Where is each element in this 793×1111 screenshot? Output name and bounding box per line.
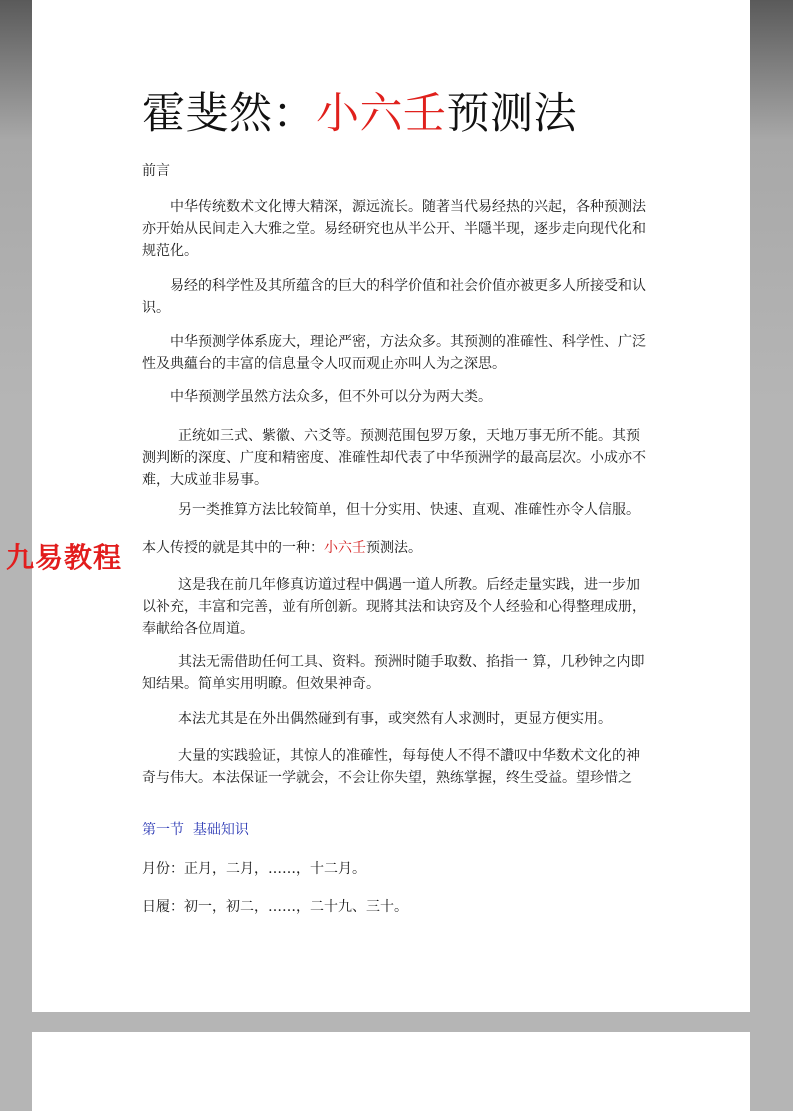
- paragraph-days: 日履：初一，初二，……，二十九、三十。: [142, 899, 408, 915]
- preface-heading: 前言: [142, 163, 170, 179]
- paragraph-10: 本法尤其是在外出偶然碰到有事，或突然有人求测时，更显方便实用。: [178, 711, 612, 727]
- paragraph-2: 易经的科学性及其所蕴含的巨大的科学价值和社会价值亦被更多人所接受和认识。: [142, 278, 646, 316]
- section-heading: 第一节 基础知识: [142, 822, 249, 838]
- paragraph-6: 另一类推算方法比较简单，但十分实用、快速、直观、准確性亦令人信服。: [178, 502, 640, 518]
- paragraph-9: 其法无需借助任何工具、资料。预洲时随手取数、掐指一 算，几秒钟之内即知结果。简单实用明瞭。但效果神奇。: [142, 654, 645, 692]
- paragraph-1: 中华传统数术文化博大精深，源远流长。随著当代易经热的兴起，各种预测法亦开始从民间走入大雅之堂。易经研究也从半公开、半隱半现，逐步走向现代化和规范化。: [142, 199, 646, 259]
- document-page-2: [32, 1032, 750, 1111]
- document-page-1: [32, 0, 750, 1012]
- paragraph-months: 月份：正月，二月，……，十二月。: [142, 861, 366, 877]
- document-title: [142, 84, 577, 144]
- paragraph-7-highlight: 小六壬: [324, 540, 366, 556]
- title-prefix: 霍斐然：: [142, 89, 316, 139]
- paragraph-4: 中华预测学虽然方法众多，但不外可以分为两大类。: [170, 389, 492, 405]
- paragraph-5: 正统如三式、紫徽、六爻等。预测范围包罗万象，天地万事无所不能。其预测判断的深度、广度和精密度、准確性却代表了中华预洲学的最高层次。小成亦不难，大成並非易事。: [142, 428, 646, 488]
- paragraph-8: 这是我在前几年修真访道过程中偶遇一道人所教。后经走量实践，进一步加以补充，丰富和完善，並有所创新。现將其法和诀窍及个人经验和心得整理成册，奉献给各位周道。: [142, 577, 646, 637]
- title-highlight: 小六壬: [316, 89, 447, 139]
- watermark-logo: 九易教程: [6, 541, 123, 574]
- paragraph-7: [142, 537, 648, 559]
- paragraph-7-end: 预测法。: [366, 540, 422, 556]
- title-suffix: 预测法: [446, 89, 577, 139]
- paragraph-7-text: 本人传授的就是其中的一种：: [142, 540, 324, 556]
- paragraph-3: 中华预测学体系庞大，理论严密，方法众多。其预测的准確性、科学性、广泛性及典蘊台的丰富的信息量令人叹而观止亦叫人为之深思。: [142, 334, 646, 372]
- paragraph-11: 大量的实践验证，其惊人的准確性，每每使人不得不讚叹中华数术文化的神奇与伟大。本法保证一学就会，不会让你失望，熟练掌握，终生受益。望珍惜之: [142, 748, 640, 786]
